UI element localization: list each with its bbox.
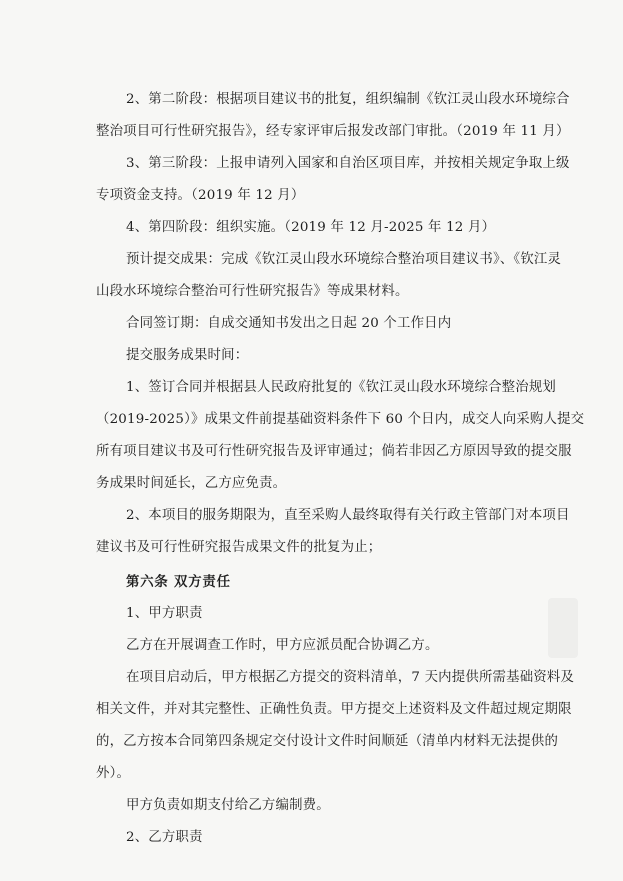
expected-results-line2: 山段水环境综合整治可行性研究报告》等成果材料。 (96, 284, 409, 299)
submission-item1-line1: 1、签订合同并根据县人民政府批复的《钦江灵山段水环境综合整治规划 (126, 380, 557, 395)
submission-item1-line4: 务成果时间延长，乙方应免责。 (96, 476, 287, 491)
submission-item1-line2: （2019-2025）》成果文件前提基础资料条件下 60 个日内，成交人向采购人提交 (96, 412, 585, 427)
party-a-duty3: 甲方负责如期支付给乙方编制费。 (126, 798, 330, 813)
stage4-line: 4、第四阶段：组织实施。（2019 年 12 月-2025 年 12 月） (126, 220, 496, 235)
party-a-duty2-line4: 外）。 (96, 766, 131, 781)
stage3-line2: 专项资金支持。（2019 年 12 月） (96, 188, 305, 203)
submission-item2-line2: 建议书及可行性研究报告成果文件的批复为止； (96, 540, 382, 555)
party-a-duty2-line2: 相关文件，并对其完整性、正确性负责。甲方提交上述资料及文件超过规定期限 (96, 702, 572, 717)
scan-smudge (548, 598, 578, 658)
submission-time-heading: 提交服务成果时间： (126, 348, 249, 363)
contract-signing-period: 合同签订期：自成交通知书发出之日起 20 个工作日内 (126, 316, 452, 331)
stage3-line1: 3、第三阶段：上报申请列入国家和自治区项目库，并按相关规定争取上级 (126, 156, 570, 171)
expected-results-line1: 预计提交成果：完成《钦江灵山段水环境综合整治项目建议书》、《钦江灵 (126, 252, 562, 267)
submission-item2-line1: 2、本项目的服务期限为，直至采购人最终取得有关行政主管部门对本项目 (126, 508, 570, 523)
submission-item1-line3: 所有项目建议书及可行性研究报告及评审通过；倘若非因乙方原因导致的提交服 (96, 444, 572, 459)
party-a-duty1: 乙方在开展调查工作时，甲方应派员配合协调乙方。 (126, 638, 439, 653)
party-a-duty2-line1: 在项目启动后，甲方根据乙方提交的资料清单，7 天内提供所需基础资料及 (126, 670, 575, 685)
stage2-line2: 整治项目可行性研究报告》，经专家评审后报发改部门审批。（2019 年 11 月） (96, 124, 570, 139)
party-a-duties-heading: 1、甲方职责 (126, 606, 203, 621)
article6-heading: 第六条 双方责任 (126, 574, 231, 590)
party-a-duty2-line3: 的，乙方按本合同第四条规定交付设计文件时间顺延（清单内材料无法提供的 (96, 734, 559, 749)
stage2-line1: 2、第二阶段：根据项目建议书的批复，组织编制《钦江灵山段水环境综合 (126, 92, 570, 107)
party-b-duties-heading: 2、乙方职责 (126, 830, 203, 845)
